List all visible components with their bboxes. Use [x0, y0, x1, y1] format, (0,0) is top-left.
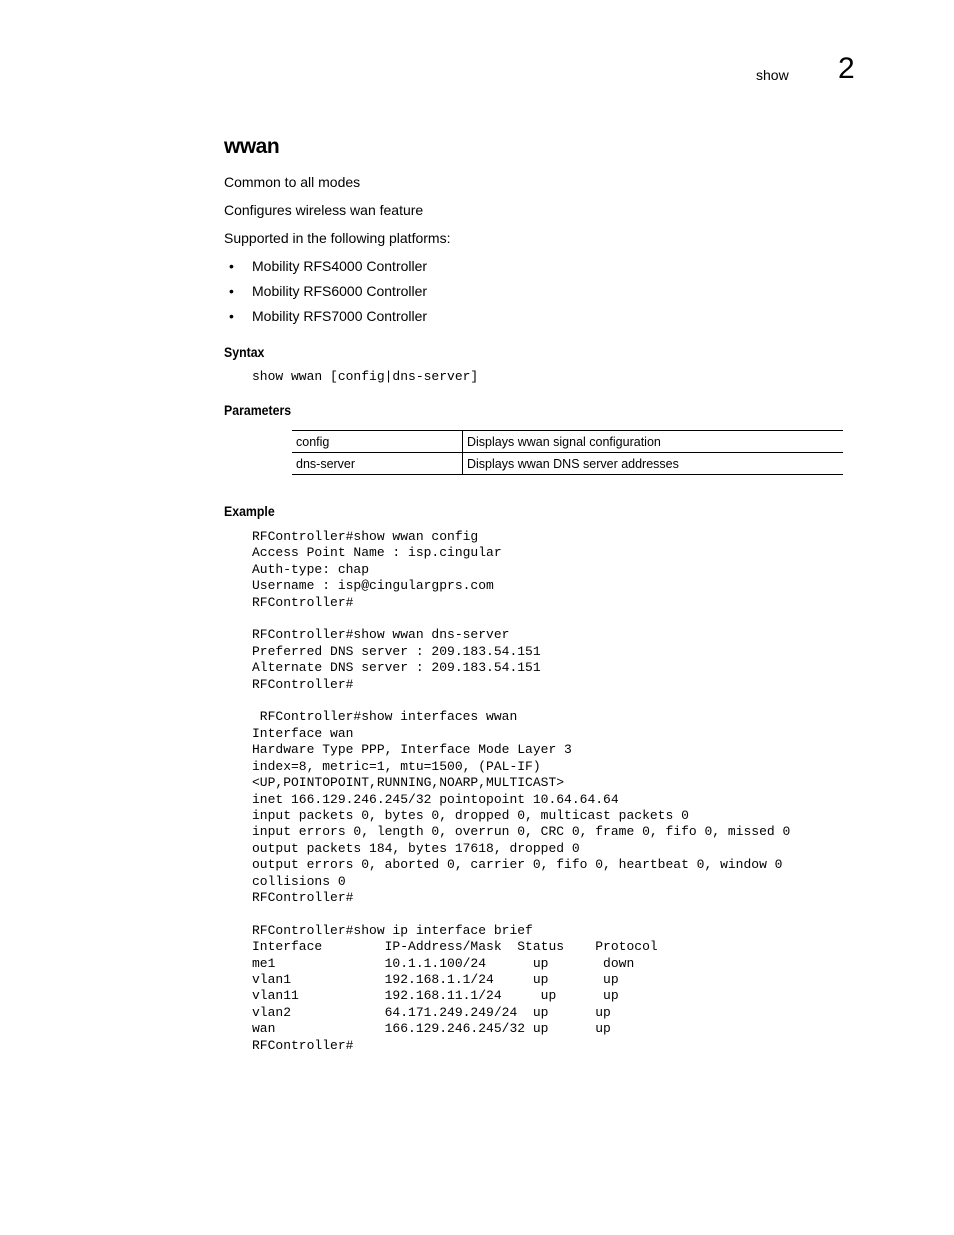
param-name: config [292, 431, 463, 453]
example-code-block: RFController#show wwan config Access Point Name : isp.cingular Auth-type: chap Username : isp@cingulargprs.com RFController# RFController#show wwan dns-server Preferred DNS server : 209.183.54.151 Alternate DNS server : 209.183.54.151 RFController# RFController#show interfaces wwan Interface wan Hardware Type PPP, Interface Mode Layer 3 index=8, metric=1, mtu=1500, (PAL-IF) <UP,POINTOPOINT,RUNNING,NOARP,MULTICAST> inet 166.129.246.245/32 pointopoint 10.64.64.64 input packets 0, bytes 0, dropped 0, multicast packets 0 input errors 0, length 0, overrun 0, CRC 0, frame 0, fifo 0, missed 0 output packets 184, bytes 17618, dropped 0 output errors 0, aborted 0, carrier 0, fifo 0, heartbeat 0, window 0 collisions 0 RFController# RFController#show ip interface brief Interface IP-Address/Mask Status Protocol me1 10.1.1.100/24 up down vlan1 192.168.1.1/24 up up vlan11 192.168.11.1/24 up up vlan2 64.171.249.249/24 up up wan 166.129.246.245/32 up up RFController# [252, 529, 791, 1053]
parameters-heading: Parameters [224, 402, 292, 418]
param-name: dns-server [292, 453, 463, 475]
param-description: Displays wwan signal configuration [463, 431, 844, 453]
example-heading: Example [224, 503, 275, 519]
syntax-heading: Syntax [224, 344, 265, 360]
bullet-icon: • [229, 308, 234, 324]
table-row [292, 453, 843, 475]
syntax-command: show wwan [config|dns-server] [252, 369, 479, 384]
bullet-icon: • [229, 283, 234, 299]
list-item: • Mobility RFS4000 Controller [229, 258, 428, 274]
param-description: Displays wwan DNS server addresses [463, 453, 844, 475]
page-title: wwan [224, 135, 280, 158]
list-item: • Mobility RFS6000 Controller [229, 283, 428, 299]
platforms-intro-text: Supported in the following platforms: [224, 230, 451, 246]
list-item: • Mobility RFS7000 Controller [229, 308, 428, 324]
platform-list [224, 256, 427, 331]
mode-text: Common to all modes [224, 174, 361, 190]
chapter-number: 2 [838, 52, 855, 85]
parameters-table [292, 430, 843, 475]
table-row [292, 431, 843, 453]
bullet-icon: • [229, 258, 234, 274]
description-text: Configures wireless wan feature [224, 202, 424, 218]
running-header-section: show [756, 67, 789, 83]
